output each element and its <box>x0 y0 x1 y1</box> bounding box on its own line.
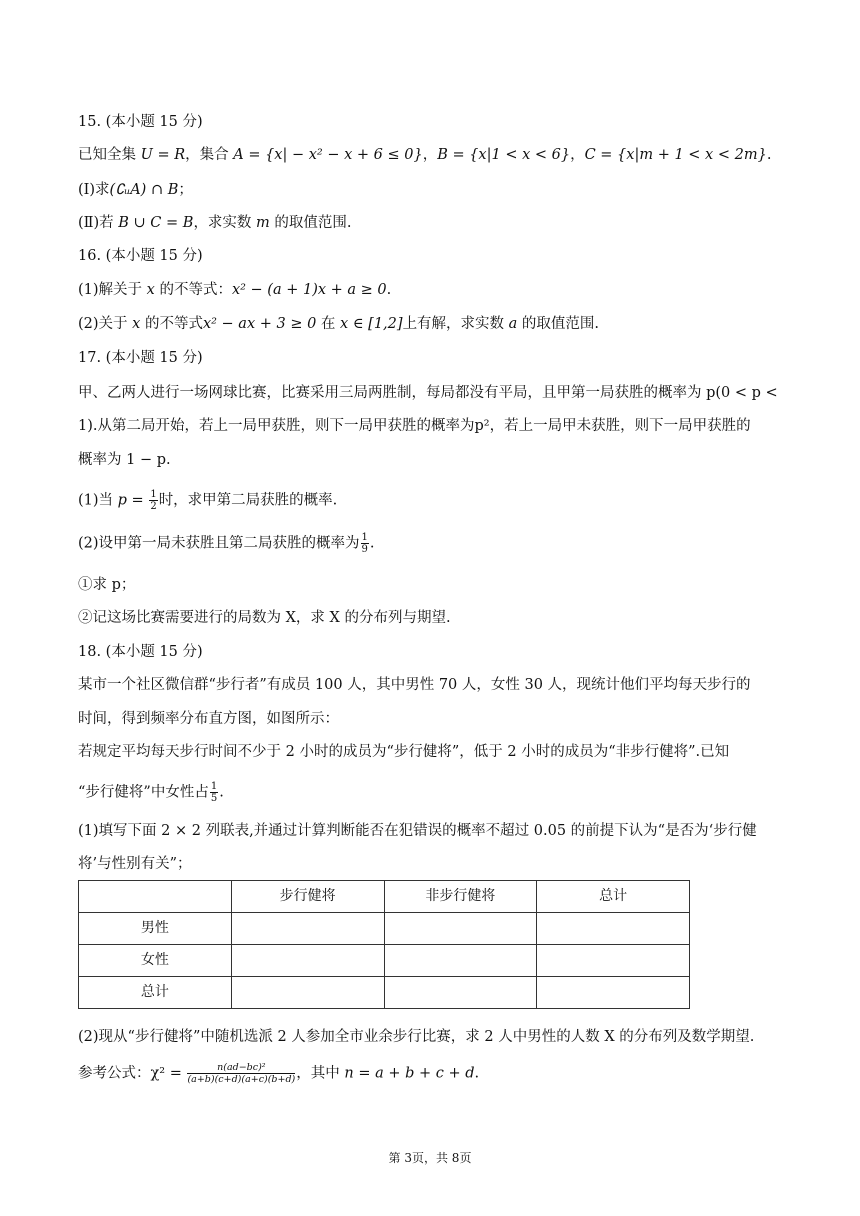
q18-stem-line4-end: . <box>219 784 224 801</box>
table-header-cell: 非步行健将 <box>384 881 537 913</box>
q15-part2-mid: ，求实数 <box>193 215 257 231</box>
q17-stem-line2: 1).从第二局开始，若上一局甲获胜，则下一局甲获胜的概率为p²，若上一局甲未获胜，则下一局甲获胜的 <box>78 418 751 434</box>
q15-stem-mid2: ， <box>422 147 438 163</box>
q18-stem-line1: 某市一个社区微信群“步行者”有成员 100 人，其中男性 70 人，女性 30 人，现统计他们平均每天步行的 <box>78 677 751 693</box>
q15-part1-expr: (∁ᵤA) ∩ B <box>109 182 179 198</box>
q16-part1-pre: (1)解关于 <box>78 282 147 298</box>
q16-part1-expr: x² − (a + 1)x + a ≥ 0 <box>231 282 387 298</box>
q15-part1-label: (Ⅰ)求 <box>78 182 110 198</box>
q18-stem-fraction <box>210 781 218 804</box>
q15-set-c: C = {x|m + 1 < x < 2m} <box>584 147 767 163</box>
table-row-label: 总计 <box>79 977 232 1009</box>
table-cell <box>384 977 537 1009</box>
q17-part1 <box>78 489 337 512</box>
q16-part1-end: . <box>386 282 392 298</box>
table-header-cell <box>79 881 232 913</box>
q18-ref-expr: n = a + b + c + d <box>344 1065 475 1082</box>
q15-stem <box>78 145 771 165</box>
q15-set-b: B = {x|1 < x < 6} <box>437 147 571 163</box>
q17-heading: 17. (本小题 15 分) <box>78 350 203 366</box>
table-header-cell: 总计 <box>537 881 690 913</box>
q18-ref-pre: 参考公式：χ² = <box>78 1065 187 1082</box>
table-header-cell: 步行健将 <box>231 881 384 913</box>
table-cell <box>537 913 690 945</box>
q16-part2-expr: x² − ax + 3 ≥ 0 <box>202 316 317 332</box>
q15-part2-var: m <box>256 215 270 231</box>
q17-part1-pre: (1)当 <box>78 492 118 509</box>
fraction-denominator: 9 <box>361 544 368 555</box>
q17-sub1: ①求 p； <box>78 577 136 593</box>
contingency-table <box>78 880 690 1009</box>
q15-stem-pre: 已知全集 <box>78 147 141 163</box>
table-cell <box>384 945 537 977</box>
q18-stem-line3: 若规定平均每天步行时间不少于 2 小时的成员为“步行健将”，低于 2 小时的成员为“非步行健将”.已知 <box>78 744 730 760</box>
q15-part1-end: ； <box>178 182 193 198</box>
table-row-label: 男性 <box>79 913 232 945</box>
q18-stem-line4-pre: “步行健将”中女性占 <box>78 784 209 801</box>
q17-part1-expr: p = <box>117 492 149 509</box>
q15-stem-mid1: ，集合 <box>185 147 234 163</box>
q17-part2 <box>78 532 375 555</box>
q16-part2-mid: 的不等式 <box>140 316 203 332</box>
q16-part2 <box>78 314 599 334</box>
q16-part1-mid: 的不等式： <box>154 282 232 298</box>
q18-reference-formula <box>78 1062 479 1085</box>
q17-part1-end: 时，求甲第二局获胜的概率. <box>158 492 338 509</box>
q17-part1-fraction <box>149 489 157 512</box>
table-row <box>79 977 690 1009</box>
page-footer: 第 3页，共 8页 <box>388 1151 472 1165</box>
fraction-numerator: 1 <box>210 781 218 792</box>
q15-set-a: A = {x| − x² − x + 6 ≤ 0} <box>233 147 423 163</box>
q15-stem-mid3: ， <box>570 147 585 163</box>
q18-part1-line2: 将’与性别有关”； <box>78 856 192 872</box>
table-cell <box>231 977 384 1009</box>
q18-part2: (2)现从“步行健将”中随机选派 2 人参加全市业余步行比赛，求 2 人中男性的人数 X 的分布列及数学期望. <box>78 1029 755 1045</box>
q17-sub2: ②记这场比赛需要进行的局数为 X，求 X 的分布列与期望. <box>78 610 451 626</box>
q16-part2-end: 的取值范围. <box>517 316 600 332</box>
q17-stem-line1: 甲、乙两人进行一场网球比赛，比赛采用三局两胜制，每局都没有平局，且甲第一局获胜的概率为 p(0 < p < <box>78 385 778 401</box>
table-row-label: 女性 <box>79 945 232 977</box>
table-header-row <box>79 881 690 913</box>
q15-stem-end: . <box>766 147 772 163</box>
table-row <box>79 913 690 945</box>
q16-part2-domain: x ∈ [1,2] <box>340 316 403 332</box>
q16-part2-pre: (2)关于 <box>78 316 133 332</box>
q16-part2-var: x <box>132 316 141 332</box>
q18-heading: 18. (本小题 15 分) <box>78 644 203 660</box>
table-cell <box>384 913 537 945</box>
q16-heading: 16. (本小题 15 分) <box>78 248 203 264</box>
q18-ref-mid: ，其中 <box>296 1065 345 1082</box>
fraction-denominator: (a+b)(c+d)(a+c)(b+d) <box>187 1074 296 1085</box>
q16-part2-mid2: 在 <box>316 316 341 332</box>
q17-part2-end: . <box>369 535 375 552</box>
fraction-denominator: 5 <box>210 793 218 804</box>
table-cell <box>537 945 690 977</box>
q17-part2-fraction <box>361 532 369 555</box>
chi-square-fraction <box>187 1062 295 1085</box>
q17-stem-line3: 概率为 1 − p. <box>78 452 171 468</box>
table-cell <box>537 977 690 1009</box>
q15-part2-end: 的取值范围. <box>269 215 352 231</box>
fraction-numerator: 1 <box>361 532 368 543</box>
q16-part1 <box>78 280 391 300</box>
q18-stem-line4 <box>78 781 224 804</box>
q15-part2 <box>78 213 352 233</box>
q15-part2-expr: B ∪ C = B <box>118 215 194 231</box>
fraction-numerator: 1 <box>150 489 157 500</box>
q16-part1-var: x <box>146 282 155 298</box>
q18-ref-end: . <box>474 1065 480 1082</box>
q15-universal-set: U = R <box>140 147 186 163</box>
table-cell <box>231 945 384 977</box>
table-cell <box>231 913 384 945</box>
fraction-denominator: 2 <box>150 501 157 512</box>
q17-part2-pre: (2)设甲第一局未获胜且第二局获胜的概率为 <box>78 535 360 552</box>
table-row <box>79 945 690 977</box>
q18-stem-line2: 时间，得到频率分布直方图，如图所示： <box>78 711 339 727</box>
q18-part1-line1: (1)填写下面 2 × 2 列联表,并通过计算判断能否在犯错误的概率不超过 0.05 的前提下认为“是否为‘步行健 <box>78 823 757 839</box>
q16-part2-var2: a <box>508 316 518 332</box>
q15-part1 <box>78 180 193 200</box>
q15-heading: 15. (本小题 15 分) <box>78 114 203 130</box>
fraction-numerator: n(ad−bc)² <box>187 1062 295 1074</box>
q15-part2-label: (Ⅱ)若 <box>78 215 119 231</box>
q16-part2-mid3: 上有解，求实数 <box>402 316 509 332</box>
